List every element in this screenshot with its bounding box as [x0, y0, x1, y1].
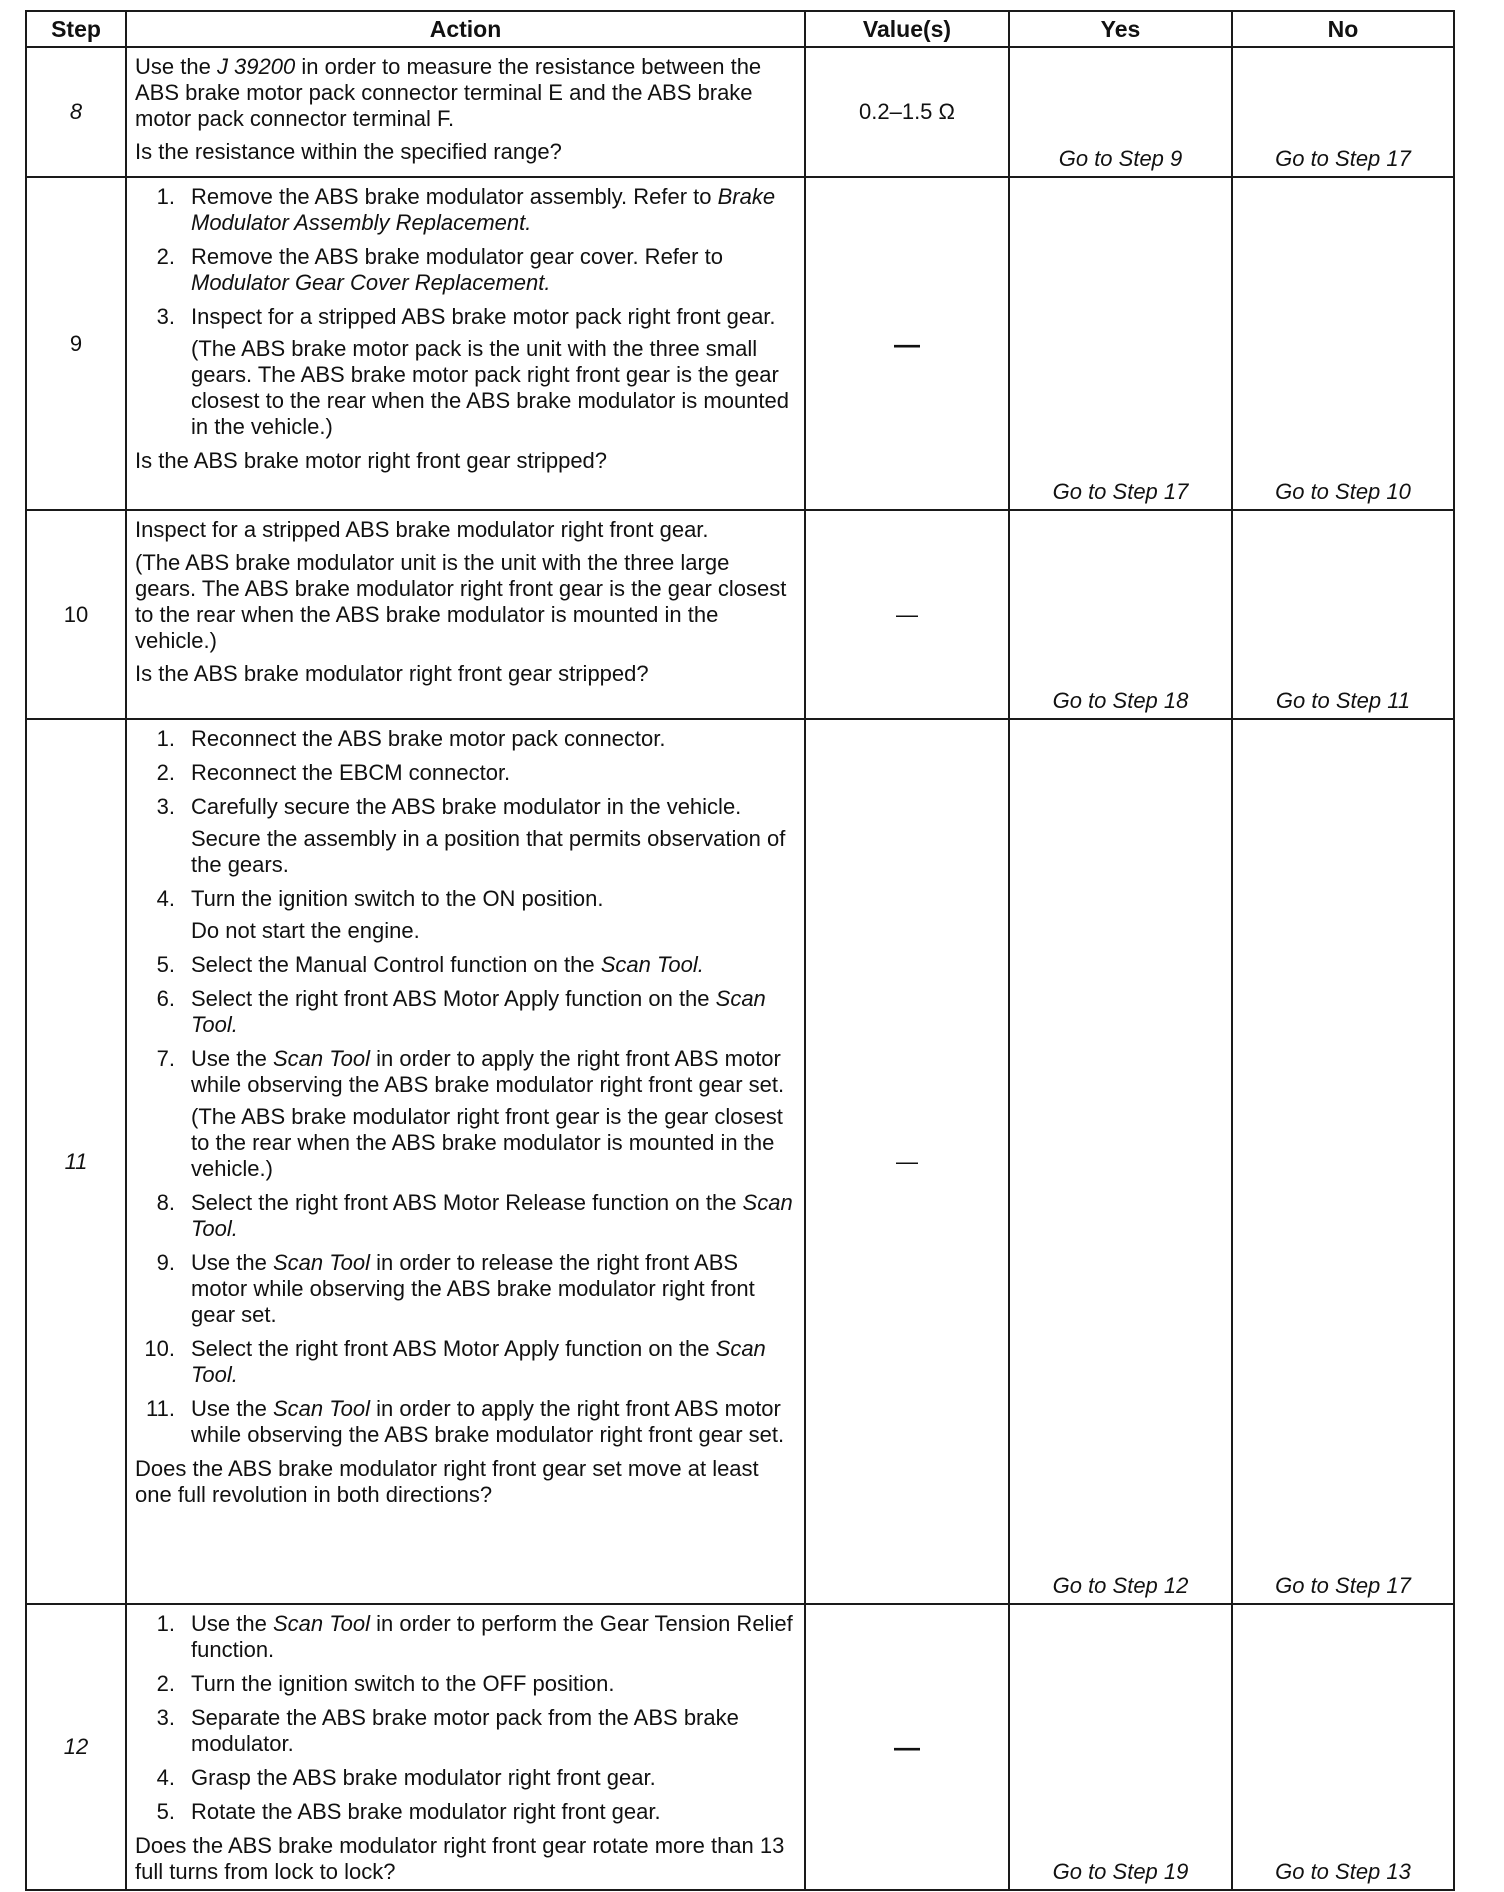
list-text: Separate the ABS brake motor pack from the ABS brake modulator.: [191, 1705, 739, 1756]
action-list: [135, 1611, 796, 1825]
tool-reference: Scan Tool: [272, 1250, 370, 1275]
value-cell: —: [805, 177, 1009, 510]
yes-cell: Go to Step 18: [1009, 510, 1232, 719]
list-item: [135, 886, 796, 944]
list-number: 4.: [156, 1765, 175, 1790]
step-number: 10: [26, 510, 126, 719]
list-text: Select the Manual Control function on the: [191, 952, 601, 977]
action-text: Inspect for a stripped ABS brake modulator right front gear.: [135, 517, 709, 542]
list-item: [135, 952, 796, 978]
list-text: in order to perform the Gear Tension Relief function.: [191, 1611, 793, 1662]
list-item: [135, 1046, 796, 1182]
tool-reference: Scan Tool.: [191, 1190, 793, 1241]
procedure-reference: Brake Modulator Assembly Replacement.: [191, 184, 776, 235]
list-number: 11.: [146, 1396, 175, 1421]
list-text: Remove the ABS brake modulator assembly. Refer to: [191, 184, 718, 209]
list-item: [135, 1671, 796, 1697]
list-number: 3.: [156, 304, 175, 329]
table-row: [26, 177, 1454, 510]
tool-reference: Scan Tool.: [191, 1336, 766, 1387]
list-item: [135, 1799, 796, 1825]
tool-reference: Scan Tool: [272, 1396, 370, 1421]
header-no: No: [1232, 11, 1454, 47]
action-text-part: Use the: [135, 54, 217, 79]
diagnostic-table-page: [25, 10, 1453, 1891]
list-text: Reconnect the ABS brake motor pack connector.: [191, 726, 666, 751]
list-item: [135, 1705, 796, 1757]
header-values: Value(s): [805, 11, 1009, 47]
list-item: [135, 726, 796, 752]
table-row: [26, 1604, 1454, 1890]
header-yes: Yes: [1009, 11, 1232, 47]
yes-cell: Go to Step 9: [1009, 47, 1232, 177]
action-cell: [126, 47, 805, 177]
value-cell: —: [805, 719, 1009, 1604]
action-question: Is the ABS brake modulator right front gear stripped?: [135, 661, 649, 686]
list-number: 8.: [156, 1190, 175, 1215]
action-question: Is the resistance within the specified range?: [135, 139, 562, 164]
list-text: Select the right front ABS Motor Release function on the: [191, 1190, 743, 1215]
list-note: (The ABS brake motor pack is the unit with the three small gears. The ABS brake motor pack right front gear is the gear closest to the rear when the ABS brake modulator is mounted in the vehicle.): [191, 336, 789, 439]
list-note: Secure the assembly in a position that permits observation of the gears.: [191, 826, 786, 877]
action-cell: [126, 1604, 805, 1890]
list-item: [135, 184, 796, 236]
list-text: in order to apply the right front ABS motor while observing the ABS brake modulator right front gear set.: [191, 1396, 785, 1447]
action-note: (The ABS brake modulator unit is the unit with the three large gears. The ABS brake modulator right front gear is the gear closest to the rear when the ABS brake modulator is mounted in the vehicle.): [135, 550, 787, 653]
list-item: [135, 304, 796, 440]
list-text: Inspect for a stripped ABS brake motor pack right front gear.: [191, 304, 776, 329]
no-cell: Go to Step 17: [1232, 719, 1454, 1604]
list-text: Use the: [191, 1046, 273, 1071]
yes-cell: Go to Step 19: [1009, 1604, 1232, 1890]
tool-reference: Scan Tool: [272, 1046, 370, 1071]
list-number: 6.: [156, 986, 175, 1011]
list-number: 2.: [156, 1671, 175, 1696]
action-text-part: in order to measure the resistance between the ABS brake motor pack connector terminal E and the ABS brake motor pack connector terminal F.: [135, 54, 762, 131]
action-question: Does the ABS brake modulator right front gear set move at least one full revolution in both directions?: [135, 1456, 759, 1507]
action-question: Is the ABS brake motor right front gear stripped?: [135, 448, 608, 473]
header-row: [26, 11, 1454, 47]
list-item: [135, 1611, 796, 1663]
no-cell: Go to Step 10: [1232, 177, 1454, 510]
list-text: Remove the ABS brake modulator gear cover. Refer to: [191, 244, 723, 269]
list-text: Reconnect the EBCM connector.: [191, 760, 511, 785]
no-cell: Go to Step 11: [1232, 510, 1454, 719]
list-number: 1.: [156, 726, 175, 751]
list-text: in order to release the right front ABS motor while observing the ABS brake modulator right front gear set.: [191, 1250, 755, 1327]
no-cell: Go to Step 17: [1232, 47, 1454, 177]
table-row: [26, 510, 1454, 719]
list-number: 9.: [156, 1250, 175, 1275]
list-item: [135, 986, 796, 1038]
value-cell: 0.2–1.5 Ω: [805, 47, 1009, 177]
yes-cell: Go to Step 17: [1009, 177, 1232, 510]
table-row: [26, 719, 1454, 1604]
list-item: [135, 1396, 796, 1448]
list-number: 7.: [156, 1046, 175, 1071]
tool-reference: Scan Tool.: [600, 952, 704, 977]
list-number: 4.: [156, 886, 175, 911]
list-item: [135, 1190, 796, 1242]
list-number: 3.: [156, 1705, 175, 1730]
value-cell: —: [805, 510, 1009, 719]
list-number: 2.: [156, 760, 175, 785]
list-text: Rotate the ABS brake modulator right front gear.: [191, 1799, 661, 1824]
list-number: 1.: [156, 184, 175, 209]
list-text: Grasp the ABS brake modulator right front gear.: [191, 1765, 656, 1790]
table-row: [26, 47, 1454, 177]
action-cell: [126, 510, 805, 719]
list-text: Carefully secure the ABS brake modulator in the vehicle.: [191, 794, 742, 819]
list-text: Select the right front ABS Motor Apply function on the: [191, 986, 716, 1011]
list-item: [135, 1250, 796, 1328]
list-number: 2.: [156, 244, 175, 269]
list-item: [135, 760, 796, 786]
list-text: Use the: [191, 1250, 273, 1275]
action-cell: [126, 719, 805, 1604]
list-number: 5.: [156, 952, 175, 977]
list-item: [135, 794, 796, 878]
header-action: Action: [126, 11, 805, 47]
action-list: [135, 184, 796, 440]
list-text: in order to apply the right front ABS motor while observing the ABS brake modulator right front gear set.: [191, 1046, 785, 1097]
list-number: 5.: [156, 1799, 175, 1824]
yes-cell: Go to Step 12: [1009, 719, 1232, 1604]
list-item: [135, 1336, 796, 1388]
step-number: 8: [26, 47, 126, 177]
list-text: Turn the ignition switch to the ON position.: [191, 886, 604, 911]
step-number: 11: [26, 719, 126, 1604]
list-text: Use the: [191, 1611, 273, 1636]
list-text: Select the right front ABS Motor Apply function on the: [191, 1336, 716, 1361]
list-text: Turn the ignition switch to the OFF position.: [191, 1671, 615, 1696]
no-cell: Go to Step 13: [1232, 1604, 1454, 1890]
tool-reference: Scan Tool.: [191, 986, 766, 1037]
tool-reference: J 39200: [216, 54, 296, 79]
list-text: Use the: [191, 1396, 273, 1421]
list-item: [135, 244, 796, 296]
procedure-reference: Modulator Gear Cover Replacement.: [191, 270, 551, 295]
diagnostic-table: [25, 10, 1455, 1891]
action-question: Does the ABS brake modulator right front gear rotate more than 13 full turns from lock to lock?: [135, 1833, 785, 1884]
list-item: [135, 1765, 796, 1791]
tool-reference: Scan Tool: [272, 1611, 370, 1636]
action-cell: [126, 177, 805, 510]
list-number: 3.: [156, 794, 175, 819]
list-note: Do not start the engine.: [191, 918, 420, 943]
value-cell: —: [805, 1604, 1009, 1890]
header-step: Step: [26, 11, 126, 47]
action-text: [135, 54, 796, 132]
step-number: 12: [26, 1604, 126, 1890]
list-number: 10.: [144, 1336, 175, 1361]
step-number: 9: [26, 177, 126, 510]
list-note: (The ABS brake modulator right front gear is the gear closest to the rear when the ABS brake modulator is mounted in the vehicle.): [191, 1104, 783, 1181]
list-number: 1.: [156, 1611, 175, 1636]
action-list: [135, 726, 796, 1448]
